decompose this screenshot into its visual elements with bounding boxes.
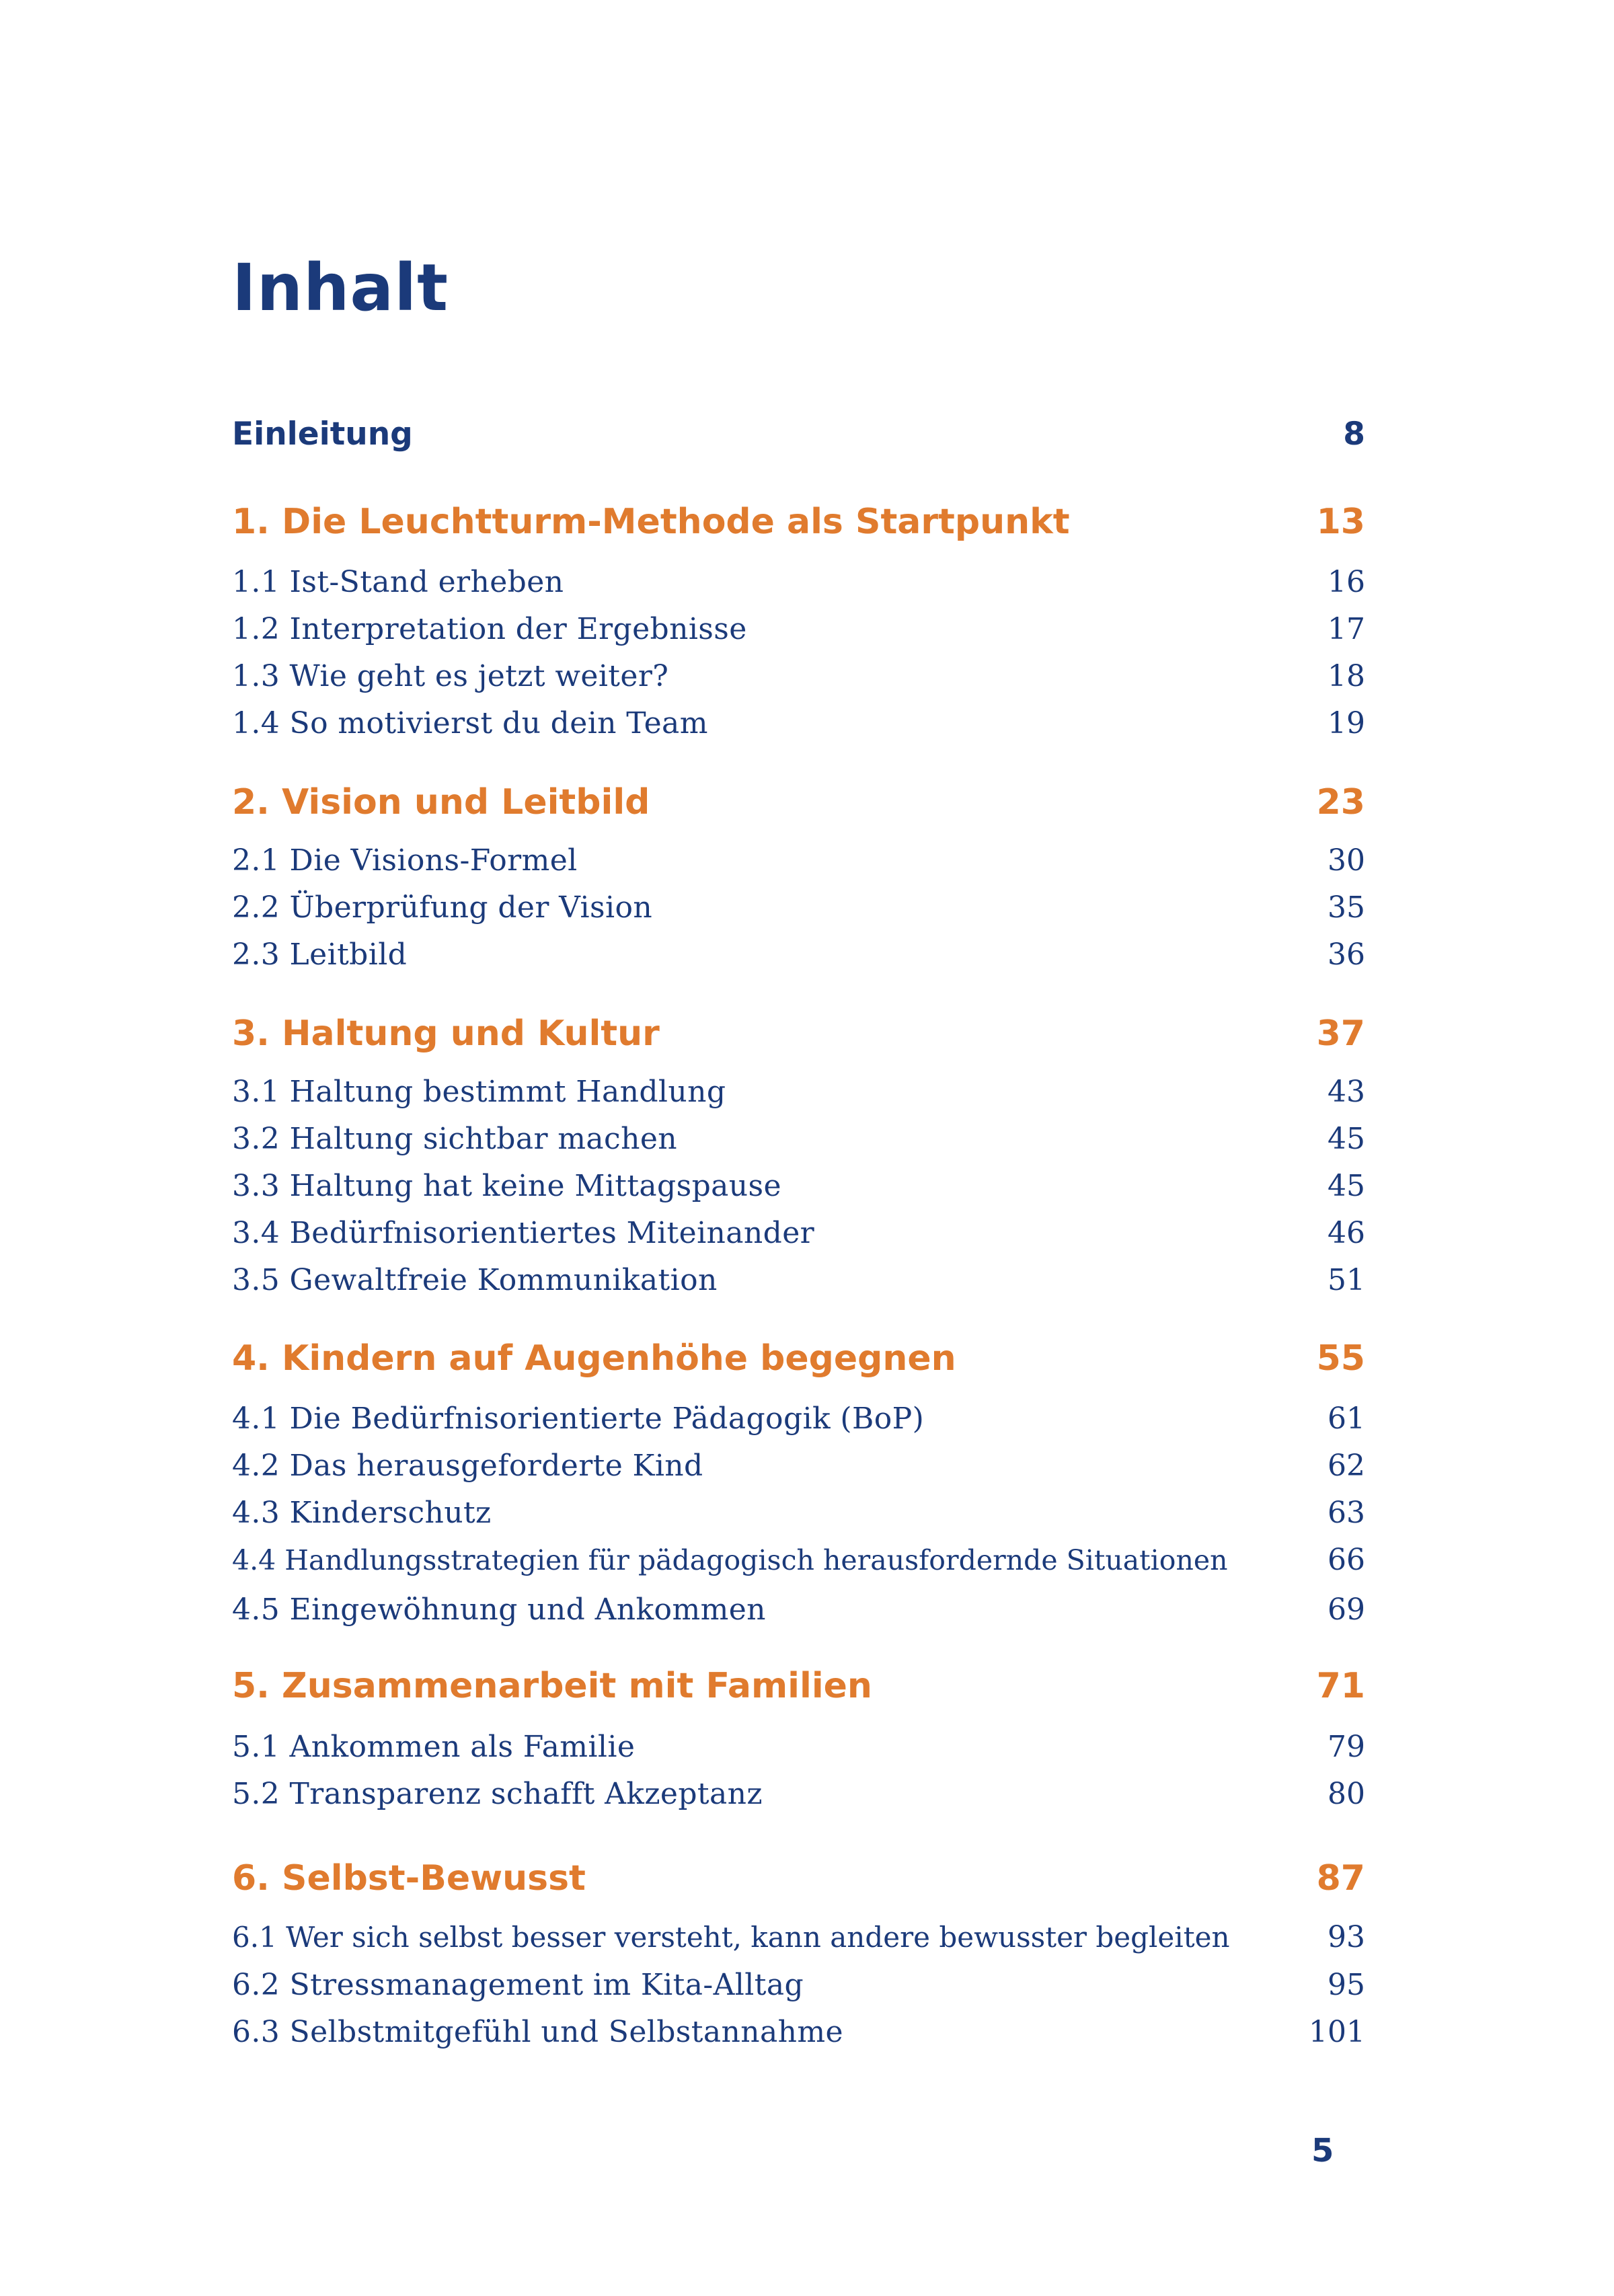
section-title: 1.4 So motivierst du dein Team <box>232 706 708 740</box>
chapter-title: 5. Zusammenarbeit mit Familien <box>232 1666 872 1706</box>
section-page: 45 <box>1328 1122 1365 1156</box>
chapter-page: 71 <box>1316 1666 1365 1706</box>
toc-section-3-3 <box>232 1169 1365 1203</box>
toc-chapter-5 <box>232 1666 1365 1706</box>
toc-chapter-4 <box>232 1338 1365 1379</box>
chapter-page: 87 <box>1316 1858 1365 1899</box>
section-page: 35 <box>1328 890 1365 925</box>
chapter-title: 4. Kindern auf Augenhöhe begegnen <box>232 1338 956 1379</box>
toc-section-4-5 <box>232 1593 1365 1627</box>
toc-chapter-6 <box>232 1858 1365 1899</box>
toc-intro-label: Einleitung <box>232 416 413 453</box>
section-title: 4.4 Handlungsstrategien für pädagogisch herausfordernde Situationen <box>232 1544 1228 1576</box>
toc-section-2-3 <box>232 937 1365 972</box>
toc-section-4-3 <box>232 1496 1365 1530</box>
toc-section-2-2 <box>232 890 1365 925</box>
section-page: 17 <box>1328 612 1365 646</box>
section-title: 4.3 Kinderschutz <box>232 1496 492 1530</box>
toc-section-6-2 <box>232 1968 1365 2002</box>
toc-section-1-3 <box>232 659 1365 693</box>
section-page: 36 <box>1328 937 1365 972</box>
section-title: 5.1 Ankommen als Familie <box>232 1730 636 1764</box>
section-title: 5.2 Transparenz schafft Akzeptanz <box>232 1777 763 1811</box>
section-title: 3.2 Haltung sichtbar machen <box>232 1122 677 1156</box>
toc-section-3-2 <box>232 1122 1365 1156</box>
toc-section-5-1 <box>232 1730 1365 1764</box>
section-title: 2.2 Überprüfung der Vision <box>232 890 653 925</box>
toc-chapter-2 <box>232 782 1365 822</box>
toc-section-1-1 <box>232 565 1365 599</box>
section-title: 4.5 Eingewöhnung und Ankommen <box>232 1593 766 1627</box>
chapter-page: 37 <box>1316 1013 1365 1054</box>
toc-section-4-1 <box>232 1402 1365 1436</box>
chapter-page: 13 <box>1316 502 1365 542</box>
chapter-title: 1. Die Leuchtturm-Methode als Startpunkt <box>232 502 1070 542</box>
section-page: 95 <box>1328 1968 1365 2002</box>
toc-section-3-4 <box>232 1216 1365 1250</box>
section-page: 16 <box>1328 565 1365 599</box>
page-title: Inhalt <box>232 250 449 326</box>
toc-section-4-2 <box>232 1449 1365 1483</box>
section-title: 6.2 Stressmanagement im Kita-Alltag <box>232 1968 804 2002</box>
toc-section-4-4 <box>232 1543 1365 1577</box>
section-page: 80 <box>1328 1777 1365 1811</box>
section-title: 1.3 Wie geht es jetzt weiter? <box>232 659 669 693</box>
toc-section-1-4 <box>232 706 1365 740</box>
section-title: 3.1 Haltung bestimmt Handlung <box>232 1075 726 1109</box>
toc-section-1-2 <box>232 612 1365 646</box>
section-page: 43 <box>1328 1075 1365 1109</box>
chapter-title: 3. Haltung und Kultur <box>232 1013 660 1054</box>
section-page: 45 <box>1328 1169 1365 1203</box>
section-page: 30 <box>1328 843 1365 878</box>
section-title: 4.2 Das herausgeforderte Kind <box>232 1449 703 1483</box>
section-title: 4.1 Die Bedürfnisorientierte Pädagogik (BoP) <box>232 1402 925 1436</box>
section-page: 62 <box>1328 1449 1365 1483</box>
toc-section-3-5 <box>232 1263 1365 1297</box>
section-page: 66 <box>1328 1543 1365 1577</box>
chapter-page: 23 <box>1316 782 1365 822</box>
section-page: 63 <box>1328 1496 1365 1530</box>
section-page: 93 <box>1328 1920 1365 1954</box>
section-title: 1.1 Ist-Stand erheben <box>232 565 564 599</box>
section-title: 3.5 Gewaltfreie Kommunikation <box>232 1263 718 1297</box>
section-page: 61 <box>1328 1402 1365 1436</box>
section-title: 2.3 Leitbild <box>232 937 408 972</box>
section-page: 101 <box>1309 2015 1365 2049</box>
toc-intro-entry <box>232 416 1365 453</box>
toc-section-6-3 <box>232 2015 1365 2049</box>
section-page: 69 <box>1328 1593 1365 1627</box>
section-title: 6.1 Wer sich selbst besser versteht, kann andere bewusster begleiten <box>232 1921 1230 1954</box>
section-title: 3.4 Bedürfnisorientiertes Miteinander <box>232 1216 815 1250</box>
chapter-title: 2. Vision und Leitbild <box>232 782 650 822</box>
toc-chapter-3 <box>232 1013 1365 1054</box>
toc-section-6-1 <box>232 1920 1365 1954</box>
chapter-title: 6. Selbst-Bewusst <box>232 1858 586 1899</box>
section-title: 3.3 Haltung hat keine Mittagspause <box>232 1169 781 1203</box>
toc-chapter-1 <box>232 502 1365 542</box>
section-page: 19 <box>1328 706 1365 740</box>
section-title: 2.1 Die Visions-Formel <box>232 843 578 878</box>
toc-section-3-1 <box>232 1075 1365 1109</box>
chapter-page: 55 <box>1316 1338 1365 1379</box>
section-page: 79 <box>1328 1730 1365 1764</box>
toc-section-2-1 <box>232 843 1365 878</box>
section-page: 46 <box>1328 1216 1365 1250</box>
section-page: 18 <box>1328 659 1365 693</box>
section-title: 6.3 Selbstmitgefühl und Selbstannahme <box>232 2015 843 2049</box>
toc-intro-page: 8 <box>1343 416 1365 453</box>
toc-section-5-2 <box>232 1777 1365 1811</box>
section-title: 1.2 Interpretation der Ergebnisse <box>232 612 747 646</box>
page-number: 5 <box>1311 2132 1334 2170</box>
section-page: 51 <box>1328 1263 1365 1297</box>
